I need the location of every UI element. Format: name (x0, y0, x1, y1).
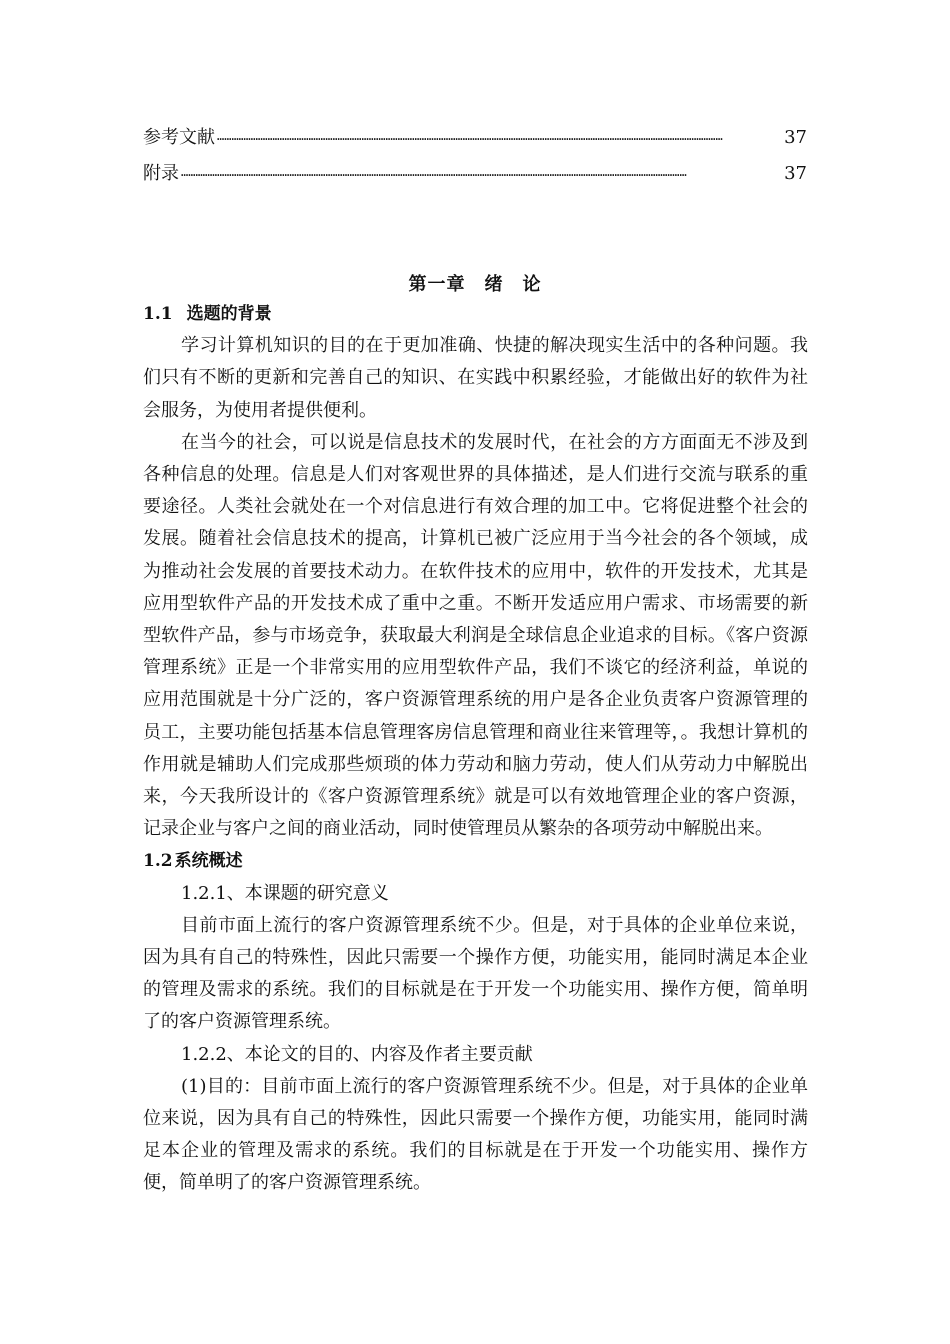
section-title: 系统概述 (174, 851, 243, 872)
paragraph: 目前市面上流行的客户资源管理系统不少。但是，对于具体的企业单位来说，因为具有自己的特殊性，因此只需要一个操作方便，功能实用，能同时满足本企业的管理及需求的系统。我们的目标就是在于开发一个功能实用、操作方便，简单明了的客户资源管理系统。 (143, 914, 808, 1033)
toc-entry-label: 附录 (143, 163, 179, 184)
chapter-body (143, 298, 808, 1200)
toc-entry-page: 37 (784, 127, 807, 148)
section-heading-1-2 (143, 845, 808, 877)
toc-entry-label: 参考文献 (143, 127, 215, 148)
subsection-heading-1-2-2: 1.2.2、本论文的目的、内容及作者主要贡献 (181, 1043, 533, 1065)
paragraph: 在当今的社会，可以说是信息技术的发展时代，在社会的方方面面无不涉及到各种信息的处理。信息是人们对客观世界的具体描述，是人们进行交流与联系的重要途径。人类社会就处在一个对信息进行有效合理的加工中。它将促进整个社会的发展。随着社会信息技术的提高，计算机已被广泛应用于当今社会的各个领域，成为推动社会发展的首要技术动力。在软件技术的应用中，软件的开发技术，尤其是应用型软件产品的开发技术成了重中之重。不断开发适应用户需求、市场需要的新型软件产品，参与市场竞争，获取最大利润是全球信息企业追求的目标。《客户资源管理系统》正是一个非常实用的应用型软件产品，我们不谈它的经济利益，单说的应用范围就是十分广泛的，客户资源管理系统的用户是各企业负责客户资源管理的员工，主要功能包括基本信息管理客房信息管理和商业往来管理等，。我想计算机的作用就是辅助人们完成那些烦琐的体力劳动和脑力劳动，使人们从劳动力中解脱出来，今天我所设计的《客户资源管理系统》就是可以有效地管理企业的客户资源，记录企业与客户之间的商业活动，同时使管理员从繁杂的各项劳动中解脱出来。 (143, 431, 808, 840)
paragraph: (1)目的：目前市面上流行的客户资源管理系统不少。但是，对于具体的企业单位来说，因为具有自己的特殊性，因此只需要一个操作方便，功能实用，能同时满足本企业的管理及需求的系统。我们的目标就是在于开发一个功能实用、操作方便，简单明了的客户资源管理系统。 (143, 1075, 808, 1194)
toc-entry-appendix[interactable] (143, 160, 807, 196)
chapter-title: 第一章 绪 论 (408, 274, 542, 295)
toc-entry-references[interactable] (143, 124, 807, 160)
section-title: 选题的背景 (186, 304, 272, 324)
section-number: 1.1 (143, 304, 173, 324)
toc-leader-dots: ………………………………………………………………………………………………………………………………………………………………………………………… (217, 129, 723, 143)
paragraph: 学习计算机知识的目的在于更加准确、快捷的解决现实生活中的各种问题。我们只有不断的更新和完善自己的知识、在实践中积累经验，才能做出好的软件为社会服务，为使用者提供便利。 (143, 335, 808, 421)
subsection-heading-1-2-1: 1.2.1、本课题的研究意义 (181, 882, 389, 904)
toc-entry-page: 37 (784, 163, 807, 184)
section-heading-1-1 (143, 298, 808, 330)
section-number: 1.2 (143, 851, 173, 872)
table-of-contents (143, 124, 807, 196)
toc-leader-dots: ………………………………………………………………………………………………………………………………………………………………………………………… (181, 165, 687, 179)
